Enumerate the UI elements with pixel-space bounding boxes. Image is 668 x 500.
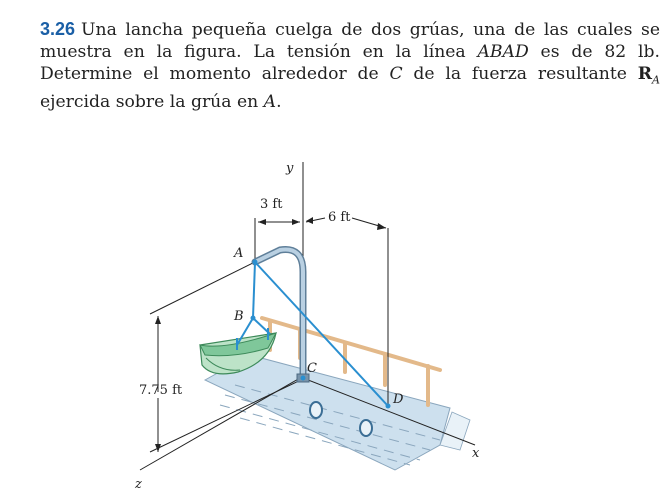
problem-number: 3.26 <box>40 19 76 39</box>
porthole-1 <box>310 402 322 418</box>
problem-text-5: . <box>276 92 282 113</box>
davit-figure <box>0 150 668 500</box>
porthole-2 <box>360 420 372 436</box>
force-symbol: R <box>637 64 653 84</box>
problem-text-2: es de 82 lb. Determine el momento alrededor de <box>40 42 660 84</box>
dim-6ft-label: 6 ft <box>328 210 351 225</box>
dim-3ft-label: 3 ft <box>260 197 283 212</box>
point-c-label: C <box>307 361 317 376</box>
line-name: ABAD <box>477 42 529 62</box>
point-c-ref: C <box>389 64 403 84</box>
dim-775ft-label: 7.75 ft <box>139 383 183 398</box>
axis-z-label: z <box>135 477 142 492</box>
point-a-label: A <box>234 246 244 261</box>
point-b-label: B <box>234 309 244 324</box>
axis-y-label: y <box>286 161 294 176</box>
problem-text-4: ejercida sobre la grúa en <box>40 92 264 113</box>
ship-hull <box>205 355 470 470</box>
point-a-ref: A <box>263 92 277 113</box>
force-subscript: A <box>652 73 660 87</box>
axis-x-label: x <box>472 446 480 461</box>
problem-statement <box>40 18 660 113</box>
problem-text-3: de la fuerza resultante <box>402 64 638 84</box>
point-d-label: D <box>393 392 404 407</box>
problem-text-1: Una lancha pequeña cuelga de dos grúas, una de las cuales se muestra en la figura. La tensión en la línea <box>40 20 660 62</box>
